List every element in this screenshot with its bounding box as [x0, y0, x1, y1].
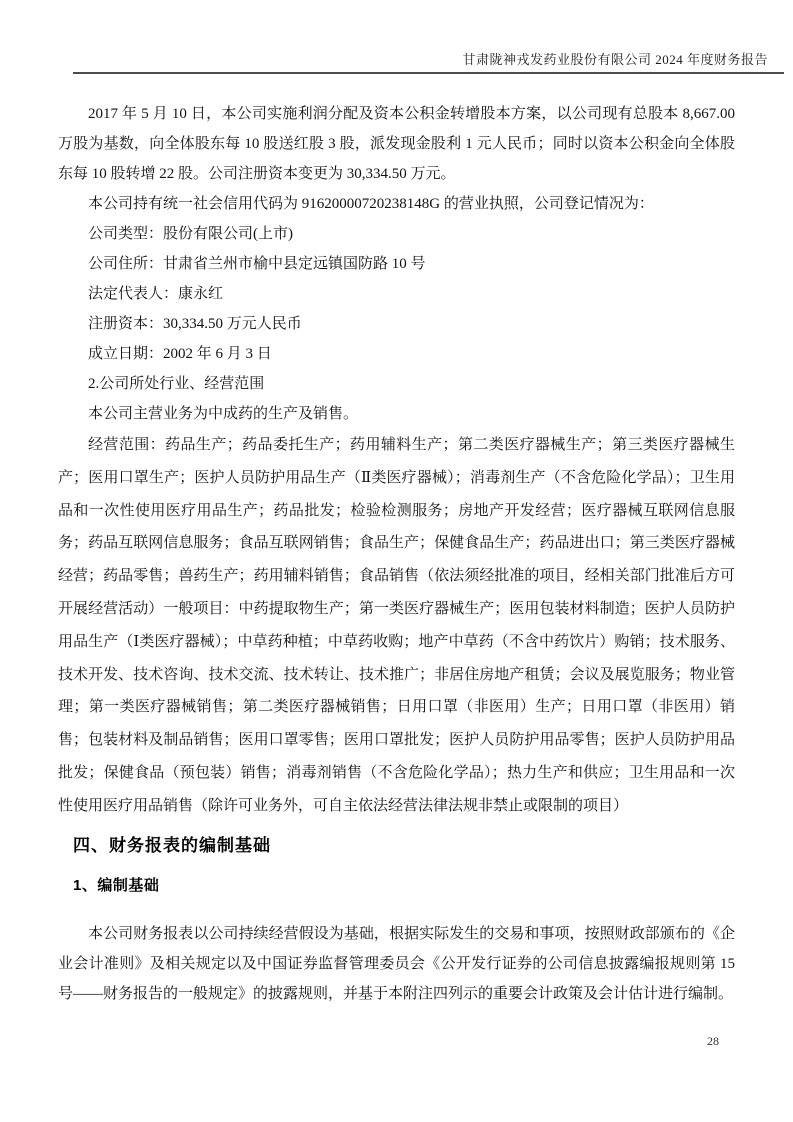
page-number: 28	[707, 1034, 719, 1048]
report-header-title: 甘肃陇神戎发药业股份有限公司 2024 年度财务报告	[462, 52, 768, 67]
para-business-license: 本公司持有统一社会信用代码为 91620000720238148G 的营业执照，公司登记情况为：	[88, 196, 654, 212]
sub-heading-preparation-basis: 1、编制基础	[73, 876, 160, 894]
reg-item-company-address: 公司住所：甘肃省兰州市榆中县定远镇国防路 10 号	[88, 256, 426, 272]
para-business-scope: 经营范围：药品生产；药品委托生产；药用辅料生产；第二类医疗器械生产；第三类医疗器械生产；医用口罩生产；医护人员防护用品生产（Ⅱ类医疗器械）；消毒剂生产（不含危险化学品）；卫生用品和一次性使用医疗用品生产；药品批发；检验检测服务；房地产开发经营；医疗器械互联网信息服务；药品互联网信息服务；食品互联网销售；食品生产；保健食品生产；药品进出口；第三类医疗器械经营；药品零售；兽药生产；药用辅料销售；食品销售（依法须经批准的项目，经相关部门批准后方可开展经营活动）一般项目：中药提取物生产；第一类医疗器械生产；医用包装材料制造；医护人员防护用品生产（Ⅰ类医疗器械）；中草药种植；中草药收购；地产中草药（不含中药饮片）购销；技术服务、技术开发、技术咨询、技术交流、技术转让、技术推广；非居住房地产租赁；会议及展览服务；物业管理；第一类医疗器械销售；第二类医疗器械销售；日用口罩（非医用）生产；日用口罩（非医用）销售；包装材料及制品销售；医用口罩零售；医用口罩批发；医护人员防护用品零售；医护人员防护用品批发；保健食品（预包装）销售；消毒剂销售（不含危险化学品）；热力生产和供应；卫生用品和一次性使用医疗用品销售（除许可业务外，可自主依法经营法律法规非禁止或限制的项目）	[58, 437, 735, 814]
reg-item-legal-representative: 法定代表人：康永红	[88, 286, 224, 302]
page-header	[73, 52, 784, 74]
document-body	[58, 99, 735, 1009]
para-main-business: 本公司主营业务为中成药的生产及销售。	[88, 406, 359, 422]
reg-item-establishment-date: 成立日期：2002 年 6 月 3 日	[88, 346, 272, 362]
para-preparation-basis: 本公司财务报表以公司持续经营假设为基础，根据实际发生的交易和事项，按照财政部颁布的《企业会计准则》及相关规定以及中国证券监督管理委员会《公开发行证券的公司信息披露编报规则第 15 号——财务报告的一般规定》的披露规则，并基于本附注四列示的重要会计政策及会计估计进行编制。	[58, 925, 735, 1002]
reg-item-company-type: 公司类型：股份有限公司(上市)	[88, 226, 293, 242]
para-industry-scope-heading: 2.公司所处行业、经营范围	[88, 376, 265, 392]
para-capital-change: 2017 年 5 月 10 日，本公司实施利润分配及资本公积金转增股本方案，以公司现有总股本 8,667.00 万股为基数，向全体股东每 10 股送红股 3 股，派发现金股利 1 元人民币；同时以资本公积金向全体股东每 10 股转增 22 股。公司注册资本变更为 30,334.50 万元。	[58, 106, 735, 182]
reg-item-registered-capital: 注册资本：30,334.50 万元人民币	[88, 316, 302, 332]
section-heading-preparation-basis: 四、财务报表的编制基础	[73, 835, 271, 855]
